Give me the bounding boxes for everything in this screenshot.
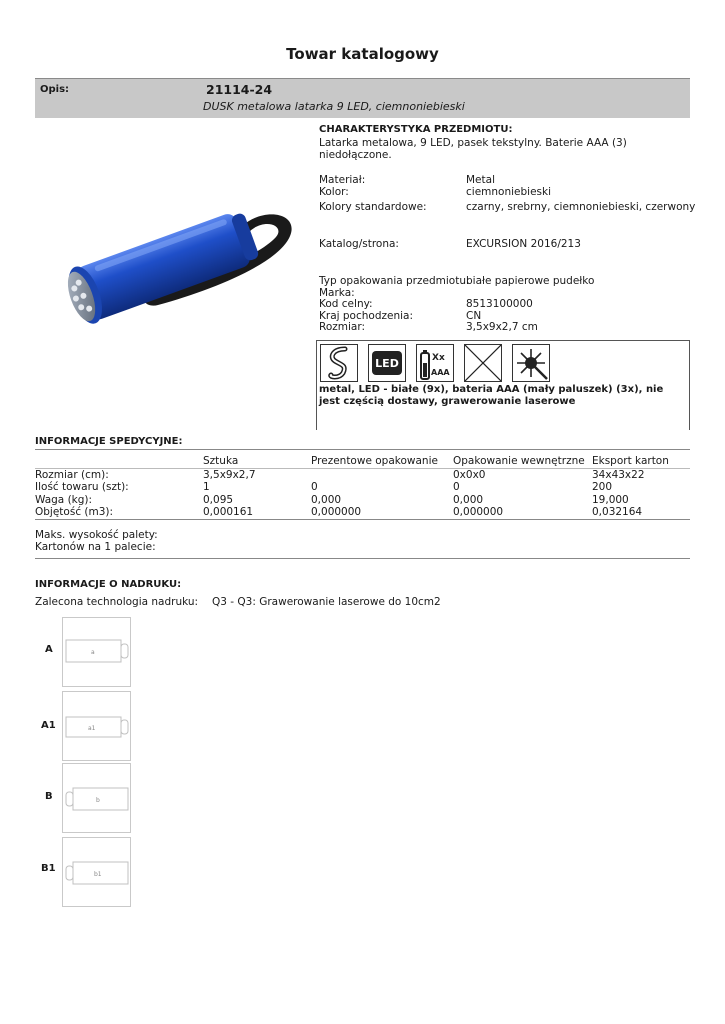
characteristics-description-line-1: Latarka metalowa, 9 LED, pasek tekstylny. Baterie AAA (3) — [319, 137, 627, 149]
led-icon — [368, 344, 406, 382]
shipping-cell: 19,000 — [592, 494, 629, 506]
brand-label: Marka: — [319, 287, 355, 299]
characteristics-description — [319, 137, 679, 161]
print-tech-label: Zalecona technologia nadruku: — [35, 596, 199, 608]
shipping-cell: 0,032164 — [592, 506, 643, 518]
print-position-label: B1 — [41, 863, 56, 874]
origin-value: CN — [466, 310, 482, 322]
shipping-cell: 200 — [592, 481, 613, 493]
shipping-divider-top — [35, 449, 690, 450]
opis-label: Opis: — [40, 84, 70, 95]
std-colors-value: czarny, srebrny, ciemnoniebieski, czerwony — [466, 201, 696, 213]
shipping-cell: 0 — [311, 481, 318, 493]
laser-engraving-icon — [512, 344, 550, 382]
shipping-cell: 0,000000 — [311, 506, 362, 518]
size-value: 3,5x9x2,7 cm — [466, 321, 538, 333]
battery-aaa-icon — [416, 344, 454, 382]
shipping-row-label: Rozmiar (cm): — [35, 469, 109, 481]
shipping-section-title: INFORMACJE SPEDYCYJNE: — [35, 436, 183, 447]
flashlight-image — [38, 195, 308, 335]
catalog-value: EXCURSION 2016/213 — [466, 238, 581, 250]
shipping-divider-bottom — [35, 519, 690, 520]
shipping-cell: 0,000161 — [203, 506, 254, 518]
color-label: Kolor: — [319, 186, 349, 198]
characteristics-description-line-2: niedołączone. — [319, 149, 392, 161]
print-mark: b — [96, 797, 100, 804]
material-label: Materiał: — [319, 174, 366, 186]
print-mark: a — [91, 649, 95, 656]
print-position-label: B — [45, 791, 53, 802]
shipping-col-header: Opakowanie wewnętrzne — [453, 455, 585, 467]
shipping-cell: 0 — [453, 481, 460, 493]
shipping-cell: 0x0x0 — [453, 469, 486, 481]
shipping-col-header: Eksport karton — [592, 455, 669, 467]
shipping-row-label: Ilość towaru (szt): — [35, 481, 129, 493]
battery-type-text: AAA — [431, 368, 450, 377]
shipping-cell: 3,5x9x2,7 — [203, 469, 256, 481]
product-name: DUSK metalowa latarka 9 LED, ciemnoniebieski — [203, 100, 465, 113]
printing-section-title: INFORMACJE O NADRUKU: — [35, 579, 182, 590]
shipping-col-header: Sztuka — [203, 455, 239, 467]
print-position-b — [62, 763, 131, 833]
pallet-divider — [35, 558, 690, 559]
characteristics-title: CHARAKTERYSTYKA PRZEDMIOTU: — [319, 124, 513, 135]
color-value: ciemnoniebieski — [466, 186, 551, 198]
feature-icons-description — [319, 384, 679, 408]
customs-value: 8513100000 — [466, 298, 533, 310]
cartons-per-pallet-label: Kartonów na 1 palecie: — [35, 541, 156, 553]
shipping-row-label: Objętość (m3): — [35, 506, 114, 518]
shipping-cell: 34x43x22 — [592, 469, 645, 481]
shipping-row-label: Waga (kg): — [35, 494, 93, 506]
origin-label: Kraj pochodzenia: — [319, 310, 414, 322]
feature-icons-description-line-2: jest częścią dostawy, grawerowanie laserowe — [319, 396, 576, 407]
size-label: Rozmiar: — [319, 321, 366, 333]
page-title: Towar katalogowy — [286, 45, 439, 63]
shipping-col-header: Prezentowe opakowanie — [311, 455, 438, 467]
catalog-label: Katalog/strona: — [319, 238, 399, 250]
print-position-a — [62, 617, 131, 687]
customs-label: Kod celny: — [319, 298, 373, 310]
product-image — [38, 195, 308, 335]
print-tech-value: Q3 - Q3: Grawerowanie laserowe do 10cm2 — [212, 596, 441, 608]
metal-icon — [320, 344, 358, 382]
shipping-cell: 0,000 — [453, 494, 484, 506]
shipping-cell: 1 — [203, 481, 210, 493]
led-icon-label: LED — [372, 351, 402, 375]
packaging-value: białe papierowe pudełko — [466, 275, 595, 287]
print-position-b1 — [62, 837, 131, 907]
shipping-cell: 0,000000 — [453, 506, 504, 518]
print-mark: b1 — [94, 871, 102, 878]
pallet-height-label: Maks. wysokość palety: — [35, 529, 158, 541]
shipping-cell: 0,000 — [311, 494, 342, 506]
feature-icons-description-line-1: metal, LED - białe (9x), bateria AAA (mały paluszek) (3x), nie — [319, 384, 664, 395]
packaging-label: Typ opakowania przedmiotu: — [319, 275, 470, 287]
print-position-label: A1 — [41, 720, 56, 731]
product-code: 21114-24 — [206, 82, 273, 97]
print-position-a1 — [62, 691, 131, 761]
print-position-label: A — [45, 644, 53, 655]
battery-count-text: Xx — [432, 353, 445, 363]
print-mark: a1 — [88, 725, 96, 732]
shipping-cell: 0,095 — [203, 494, 234, 506]
no-battery-included-icon — [464, 344, 502, 382]
material-value: Metal — [466, 174, 495, 186]
std-colors-label: Kolory standardowe: — [319, 201, 427, 213]
